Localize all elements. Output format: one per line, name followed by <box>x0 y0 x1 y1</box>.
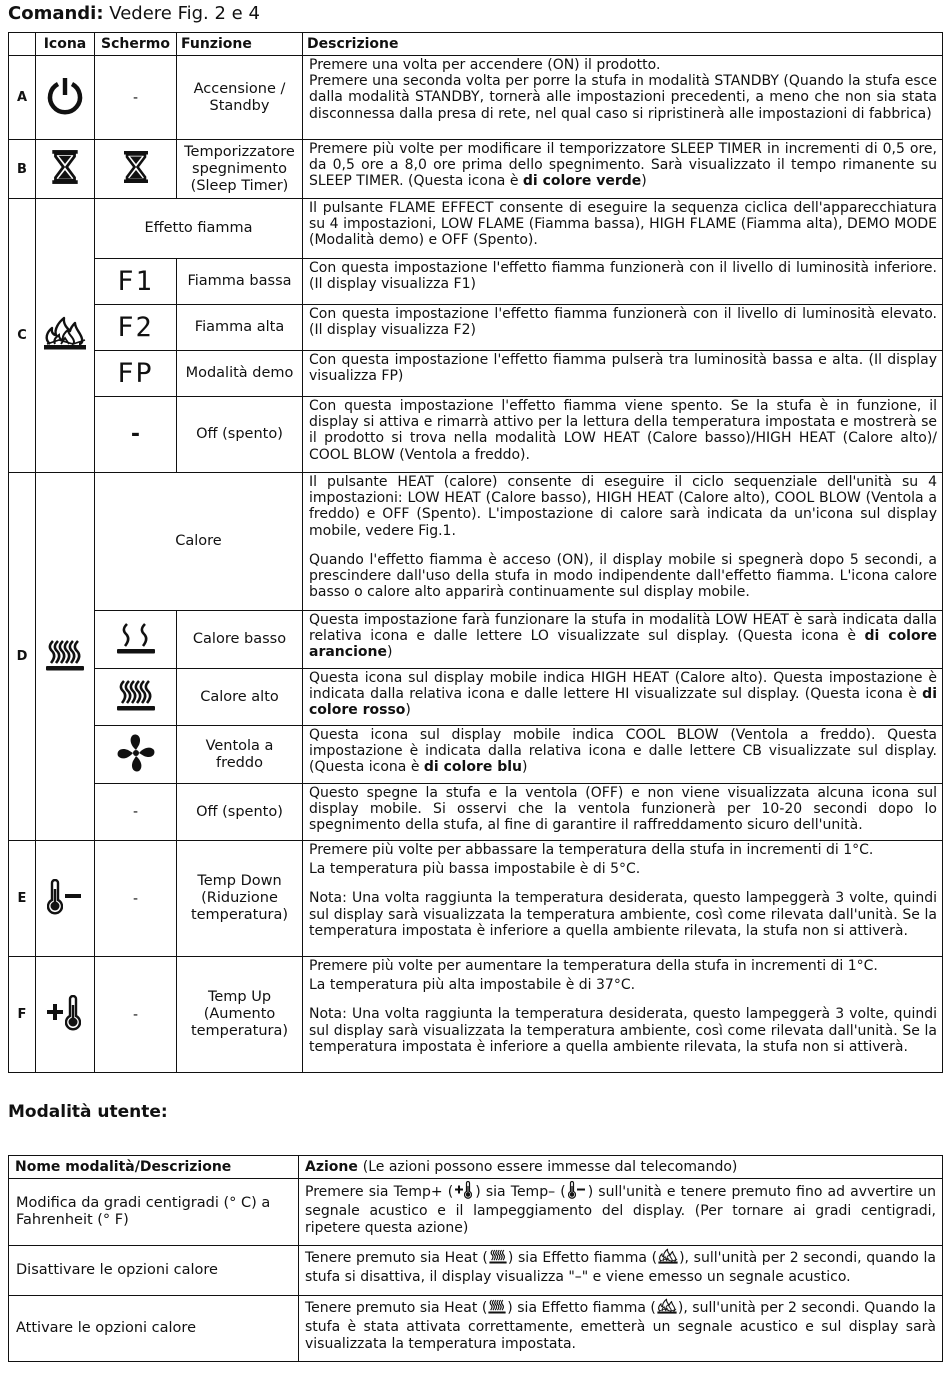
screen-value: - <box>95 397 177 473</box>
function-label: Modalità demo <box>177 351 303 397</box>
mode-name: Modifica da gradi centigradi (° C) a Fahrenheit (° F) <box>9 1179 299 1246</box>
mode-name: Attivare le opzioni calore <box>9 1296 299 1362</box>
description: Con questa impostazione l'effetto fiamma funzionerà con il livello di luminosità elevato. (Il display visualizza F2) <box>303 305 943 351</box>
heat-icon <box>488 1248 508 1269</box>
function-label: Temp Up (Aumento temperatura) <box>177 957 303 1073</box>
user-modes-table <box>8 1155 943 1362</box>
row-heat-low <box>9 611 943 669</box>
description: Premere più volte per abbassare la temperatura della stufa in incrementi di 1°C. La temperatura più bassa impostabile è di 5°C. Nota: Una volta raggiunta la temperatura desiderata, questo lampeggerà 3 volte, quindi sul display sarà visualizzata la temperatura ambiente, così come rilevata dall'unità. Se la temperatura impostata è inferiore a quella ambiente rilevata, la stufa non si attiverà. <box>303 841 943 957</box>
flame-icon <box>657 1248 679 1269</box>
row-letter: E <box>9 841 36 957</box>
function-label: Ventola a freddo <box>177 726 303 784</box>
mode-row-disable-heat <box>9 1246 943 1296</box>
description: Il pulsante HEAT (calore) consente di eseguire il ciclo sequenziale dell'unità su 4 impostazioni: LOW HEAT (Calore basso), HIGH HEAT (Calore alto), COOL BLOW (Ventola a freddo) e OFF (Spento). L'impostazione di calore sarà indicata da un'icona sul display mobile, vedere Fig.1. Quando l'effetto fiamma è acceso (ON), il display mobile si spegnerà dopo 5 secondi, a prescindere dall'uso della stufa in modo indipendente dall'effetto fiamma. L'icona calore basso o calore alto apparirà continuamente sul display mobile. <box>303 473 943 611</box>
commands-header-row <box>9 33 943 56</box>
row-letter: C <box>9 199 36 473</box>
heat-icon <box>487 1298 507 1319</box>
description: Questo spegne la stufa e la ventola (OFF) e non viene visualizzata alcuna icona sul display mobile. Si osservi che la ventola funzionerà per 10-20 secondi dopo lo spegnimento della stufa, al fine di garantire il raffreddamento sicuro dell'unità. <box>303 784 943 841</box>
row-flame-off <box>9 397 943 473</box>
mode-row-enable-heat <box>9 1296 943 1362</box>
row-letter: B <box>9 140 36 199</box>
fan-icon <box>95 726 177 784</box>
row-letter: D <box>9 473 36 841</box>
function-label: Effetto fiamma <box>95 199 303 259</box>
row-sleep-timer <box>9 140 943 199</box>
description: Con questa impostazione l'effetto fiamma pulserà tra luminosità bassa e alta. (Il display visualizza FP) <box>303 351 943 397</box>
function-label: Fiamma alta <box>177 305 303 351</box>
mode-action: Premere sia Temp+ ( ) sia Temp– ( ) sull'unità e tenere premuto fino ad avvertire un segnale acustico e il lampeggiamento del display. (Per tornare ai gradi centigradi, ripetere questa azione) <box>299 1179 943 1246</box>
screen-value: - <box>95 784 177 841</box>
user-modes-title: Modalità utente: <box>8 1102 168 1122</box>
description: Questa icona sul display mobile indica COOL BLOW (Ventola a freddo). Questa impostazione è indicata dalla relativa icona e dalle lettere CB visualizzate sul display. (Questa icona è di colore blu) <box>303 726 943 784</box>
temp-down-icon <box>566 1181 588 1203</box>
power-icon <box>36 56 95 140</box>
flame-icon <box>656 1298 678 1319</box>
flame-icon <box>36 199 95 473</box>
description: Premere più volte per modificare il temporizzatore SLEEP TIMER in incrementi di 0,5 ore, da 0,5 ore a 8,0 ore prima dello spegnimento. Sarà visualizzato il tempo rimanente su SLEEP TIMER. (Questa icona è di colore verde) <box>303 140 943 199</box>
low-heat-icon <box>95 611 177 669</box>
header-function: Funzione <box>177 33 303 56</box>
row-power <box>9 56 943 140</box>
row-heat-off <box>9 784 943 841</box>
hourglass-icon <box>95 140 177 199</box>
description: Questa icona sul display mobile indica HIGH HEAT (Calore alto). Questa impostazione è indicata dalla relativa icona e dalle lettere HI visualizzate sul display. (Questa icona è di colore rosso) <box>303 669 943 726</box>
commands-table <box>8 32 943 1073</box>
header-screen: Schermo <box>95 33 177 56</box>
function-label: Accensione / Standby <box>177 56 303 140</box>
function-label: Temp Down (Riduzione temperatura) <box>177 841 303 957</box>
screen-value: - <box>95 957 177 1073</box>
function-label: Calore <box>95 473 303 611</box>
row-letter: F <box>9 957 36 1073</box>
function-label: Fiamma bassa <box>177 259 303 305</box>
screen-value: - <box>95 56 177 140</box>
description: Questa impostazione farà funzionare la stufa in modalità LOW HEAT è sarà indicata dalla relativa icona e dalle lettere LO visualizzate sul display. (Questa icona è di colore arancione) <box>303 611 943 669</box>
screen-value: F1 <box>95 259 177 305</box>
screen-value: F2 <box>95 305 177 351</box>
mode-row-celsius-fahrenheit <box>9 1179 943 1246</box>
header-action: Azione (Le azioni possono essere immesse dal telecomando) <box>299 1156 943 1179</box>
row-flame-high <box>9 305 943 351</box>
modes-header-row <box>9 1156 943 1179</box>
row-temp-down <box>9 841 943 957</box>
row-cool-blow <box>9 726 943 784</box>
heat-icon <box>36 473 95 841</box>
row-flame-low <box>9 259 943 305</box>
temp-up-icon <box>453 1181 475 1203</box>
header-description: Descrizione <box>303 33 943 56</box>
row-heat <box>9 473 943 611</box>
function-label: Temporizzatore spegnimento (Sleep Timer) <box>177 140 303 199</box>
row-flame-effect <box>9 199 943 259</box>
mode-name: Disattivare le opzioni calore <box>9 1246 299 1296</box>
mode-action: Tenere premuto sia Heat ( ) sia Effetto fiamma ( ), sull'unità per 2 secondi. Quando la stufa è stata attivata correttamente, emetterà un segnale acustico e sul display sarà visualizzata la temperatura impostata. <box>299 1296 943 1362</box>
temp-down-icon <box>36 841 95 957</box>
header-icon: Icona <box>36 33 95 56</box>
header-mode-name: Nome modalità/Descrizione <box>9 1156 299 1179</box>
row-flame-demo <box>9 351 943 397</box>
mode-action: Tenere premuto sia Heat ( ) sia Effetto fiamma ( ), sull'unità per 2 secondi, quando la stufa si disattiva, il display visualizza "–" e viene emesso un segnale acustico. <box>299 1246 943 1296</box>
function-label: Off (spento) <box>177 784 303 841</box>
function-label: Calore alto <box>177 669 303 726</box>
description: Con questa impostazione l'effetto fiamma viene spento. Se la stufa è in funzione, il display si attiva e rimarrà attivo per la lettura della temperatura impostata e mostrerà se il prodotto si trova nella modalità LOW HEAT (Calore basso)/HIGH HEAT (Calore alto)/ COOL BLOW (Ventola a freddo). <box>303 397 943 473</box>
description: Il pulsante FLAME EFFECT consente di eseguire la sequenza ciclica dell'apparecchiatura su 4 impostazioni, LOW FLAME (Fiamma bassa), HIGH FLAME (Fiamma alta), DEMO MODE (Modalità demo) e OFF (Spento). <box>303 199 943 259</box>
screen-value: FP <box>95 351 177 397</box>
row-temp-up <box>9 957 943 1073</box>
function-label: Calore basso <box>177 611 303 669</box>
function-label: Off (spento) <box>177 397 303 473</box>
high-heat-icon <box>95 669 177 726</box>
page-title: Comandi: Vedere Fig. 2 e 4 <box>8 3 260 24</box>
description: Con questa impostazione l'effetto fiamma funzionerà con il livello di luminosità inferiore. (Il display visualizza F1) <box>303 259 943 305</box>
temp-up-icon <box>36 957 95 1073</box>
row-heat-high <box>9 669 943 726</box>
hourglass-icon <box>36 140 95 199</box>
screen-value: - <box>95 841 177 957</box>
description: Premere più volte per aumentare la temperatura della stufa in incrementi di 1°C. La temperatura più alta impostabile è di 37°C. Nota: Una volta raggiunta la temperatura desiderata, questo lampeggerà 3 volte, quindi sul display sarà visualizzata la temperatura ambiente, così come rilevata dall'unità. Se la temperatura impostata è inferiore a quella ambiente rilevata, la stufa non si attiverà. <box>303 957 943 1073</box>
row-letter: A <box>9 56 36 140</box>
description: Premere una volta per accendere (ON) il prodotto. Premere una seconda volta per porre la stufa in modalità STANDBY (Quando la stufa esce dalla modalità STANDBY, tornerà alle impostazioni precedenti, a meno che non sia stata disconnessa dalla presa di rete, nel qual caso si ripristinerà alle impostazioni di fabbrica) <box>303 56 943 140</box>
